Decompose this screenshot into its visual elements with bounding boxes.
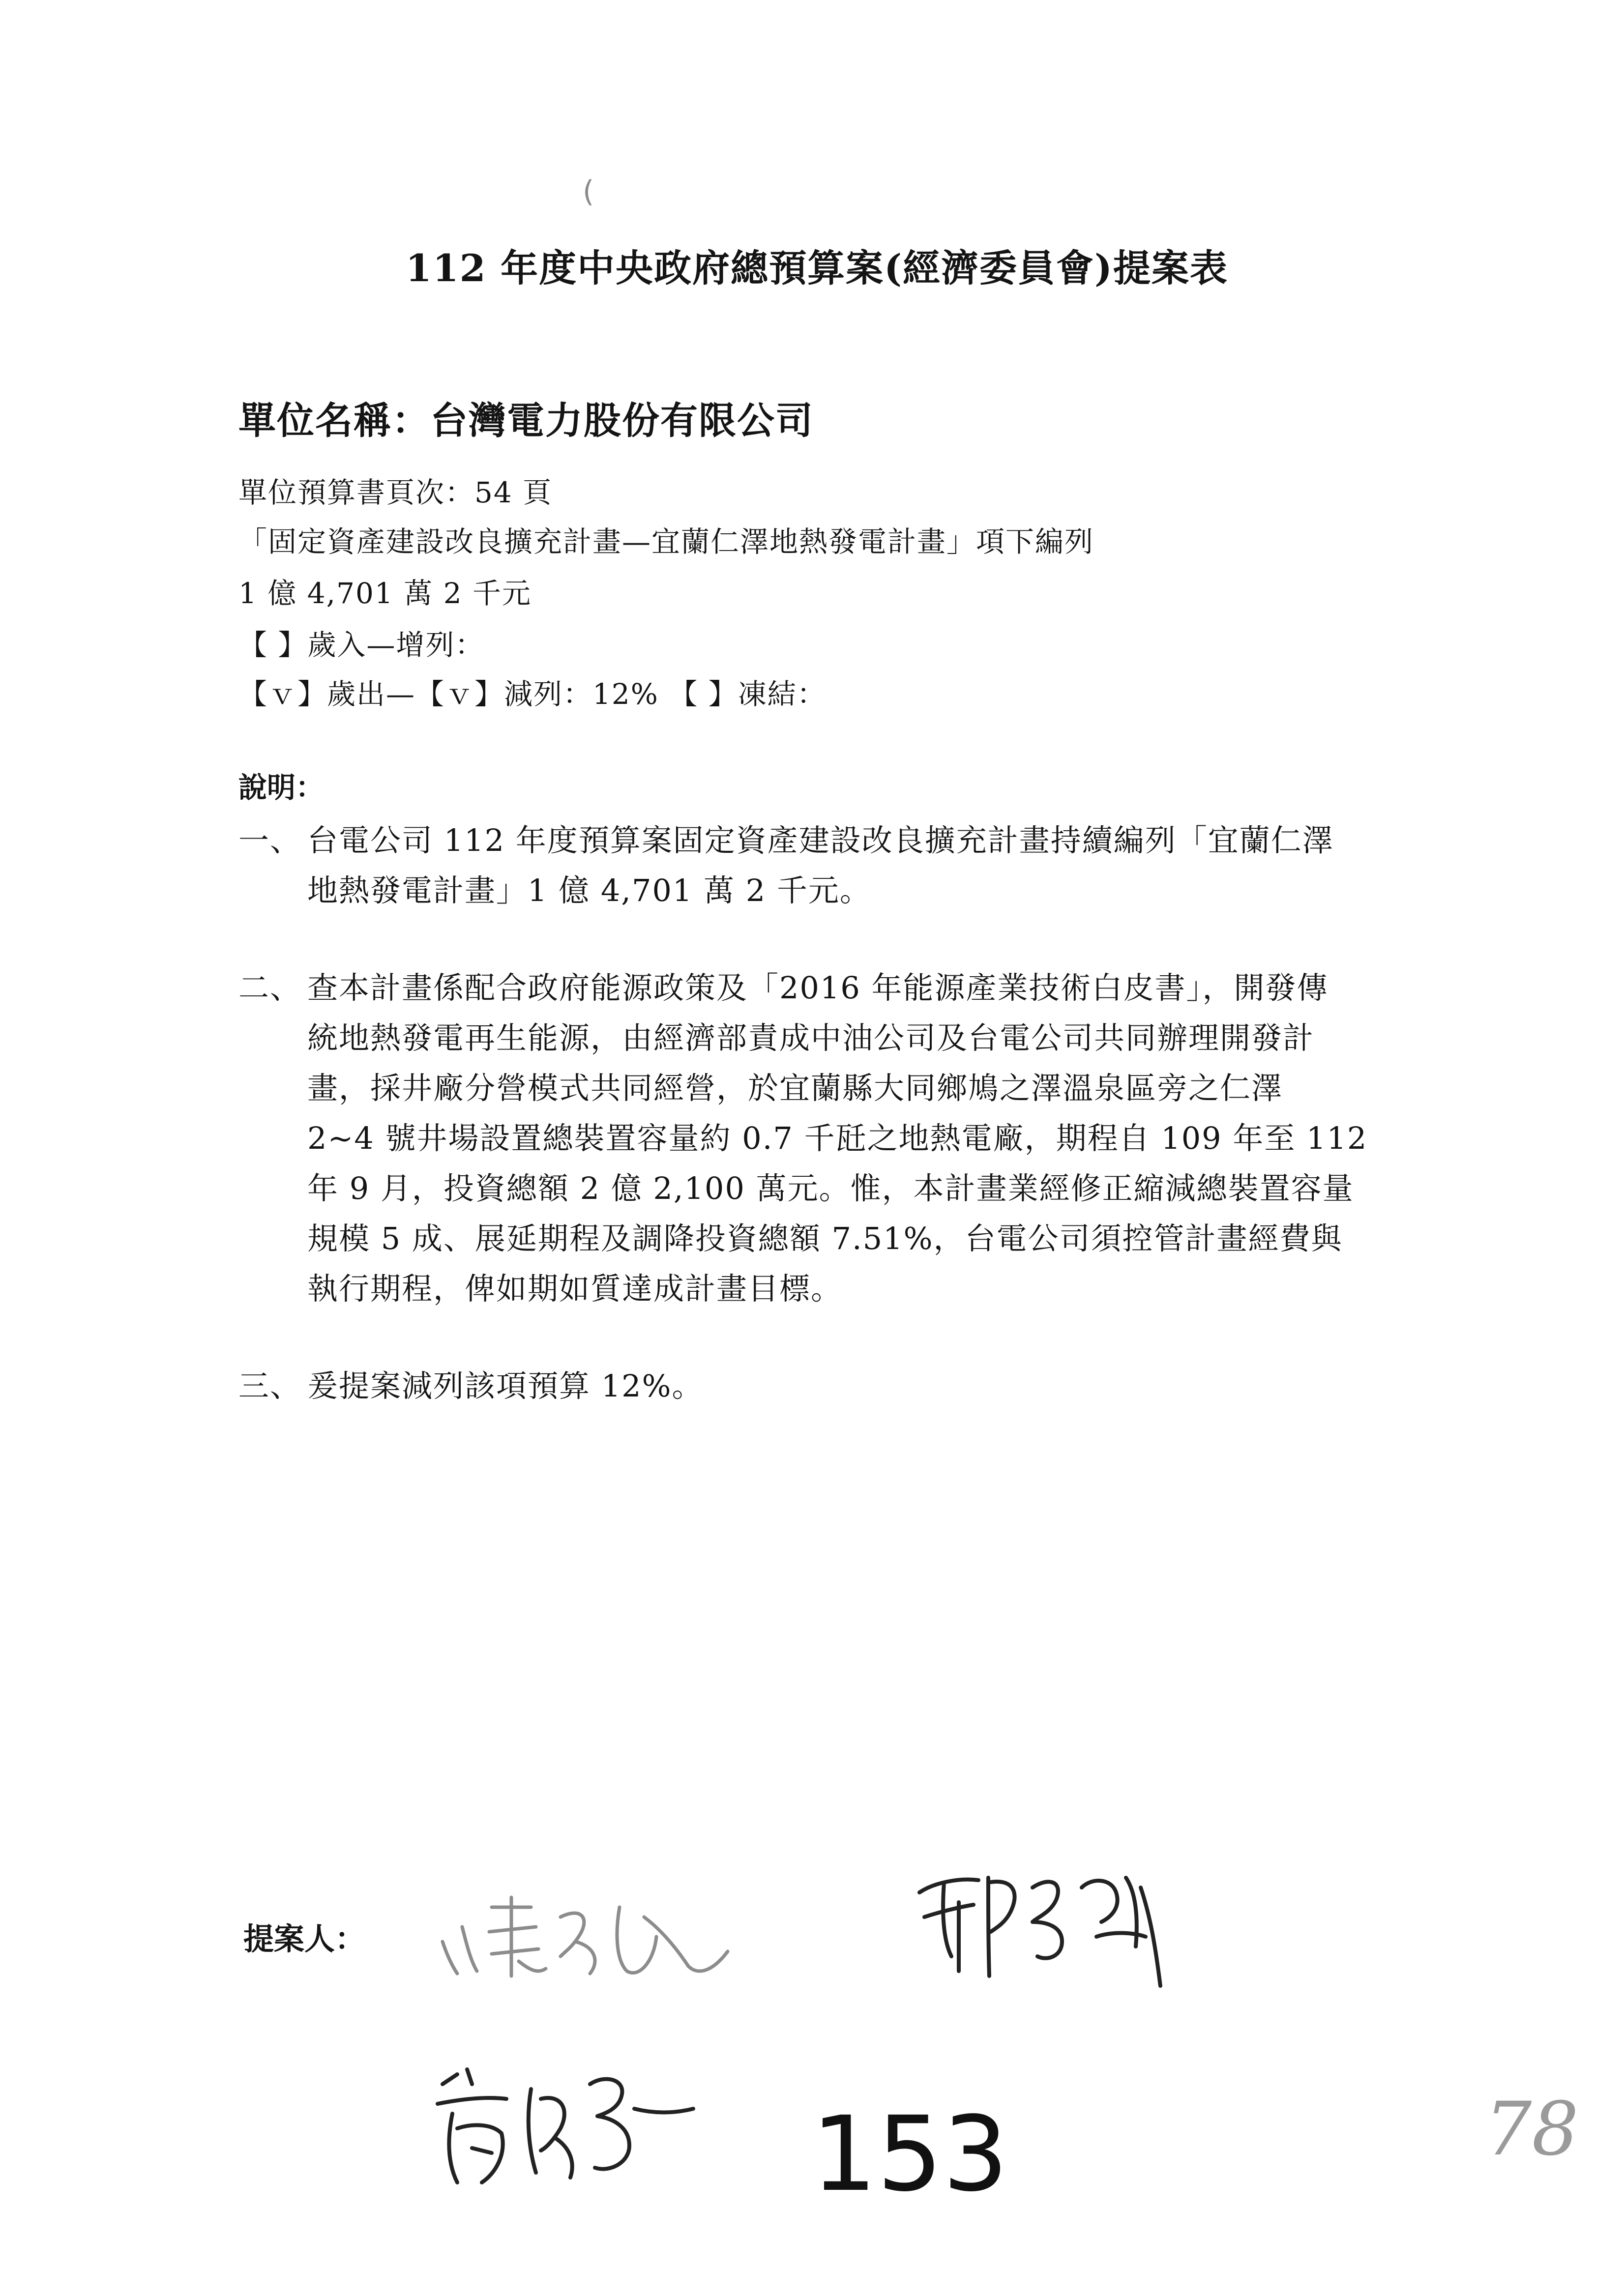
- signature-3: [428, 2055, 703, 2202]
- item-line: 規模 5 成、展延期程及調降投資總額 7.51%，台電公司須控管計畫經費與: [307, 1221, 1343, 1256]
- budget-page-reference: 單位預算書頁次：54 頁: [238, 476, 553, 509]
- budget-amount: 1 億 4,701 萬 2 千元: [238, 577, 532, 610]
- item-line: 年 9 月，投資總額 2 億 2,100 萬元。惟，本計畫業經修正縮減總裝置容量: [307, 1170, 1354, 1206]
- page-title: 112 年度中央政府總預算案(經濟委員會)提案表: [406, 246, 1229, 290]
- explanation-heading: 說明：: [238, 771, 325, 804]
- budget-item-name: 「固定資產建設改良擴充計畫—宜蘭仁澤地熱發電計畫」項下編列: [238, 525, 1094, 558]
- item-line: 2~4 號井場設置總裝置容量約 0.7 千瓩之地熱電廠，期程自 109 年至 112: [307, 1120, 1368, 1156]
- item-number: 一、: [238, 822, 302, 858]
- archive-page-number: 78: [1485, 2087, 1579, 2172]
- item-line: 統地熱發電再生能源，由經濟部責成中油公司及台電公司共同辦理開發計: [307, 1020, 1315, 1056]
- item-line: 執行期程，俾如期如質達成計畫目標。: [307, 1271, 843, 1307]
- item-number: 三、: [238, 1368, 302, 1404]
- expenditure-line: 【ｖ】歲出—【ｖ】減列：12% 【 】凍結：: [238, 677, 827, 711]
- item-number: 二、: [238, 970, 302, 1006]
- item-line: 查本計畫係配合政府能源政策及「2016 年能源產業技術白皮書」，開發傳: [307, 970, 1329, 1006]
- handwritten-page-number: 153: [811, 2094, 1008, 2214]
- item-line: 畫，採井廠分營模式共同經營，於宜蘭縣大同鄉鳩之澤溫泉區旁之仁澤: [307, 1070, 1283, 1106]
- unit-name: 單位名稱：台灣電力股份有限公司: [238, 399, 814, 442]
- proposer-label: 提案人：: [243, 1921, 366, 1957]
- item-line: 地熱發電計畫」1 億 4,701 萬 2 千元。: [307, 872, 871, 908]
- item-line: 台電公司 112 年度預算案固定資產建設改良擴充計畫持續編列「宜蘭仁澤: [307, 822, 1334, 858]
- item-line: 爰提案減列該項預算 12%。: [307, 1368, 704, 1404]
- signature-1: [433, 1888, 738, 1986]
- stray-mark: (: [583, 174, 594, 209]
- signature-2: [915, 1858, 1170, 1996]
- revenue-line: 【 】歲入—增列：: [238, 628, 485, 662]
